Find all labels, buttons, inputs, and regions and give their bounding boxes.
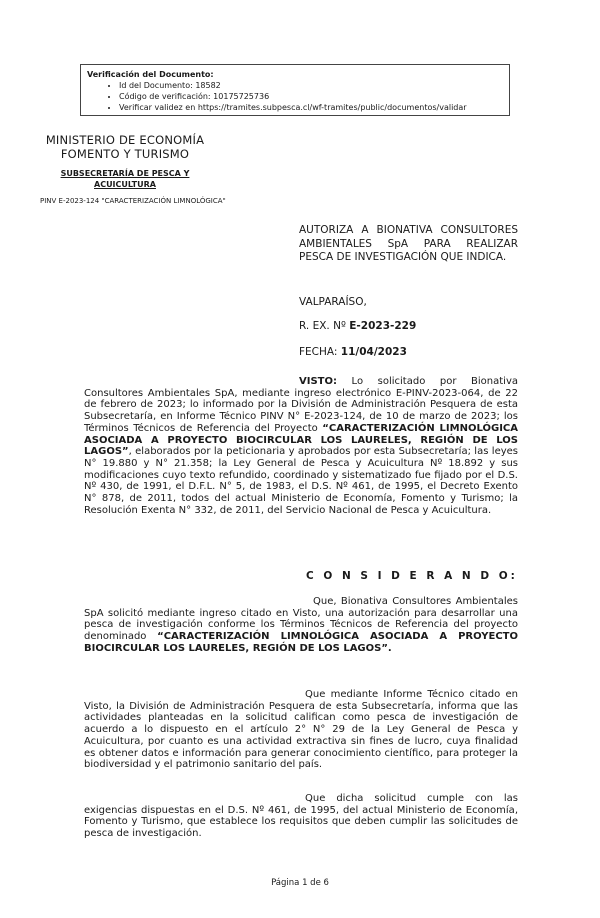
rex-label: R. EX. Nº bbox=[299, 320, 346, 332]
considerando-heading: C O N S I D E R A N D O: bbox=[306, 570, 518, 582]
subsecretaria-name: SUBSECRETARÍA DE PESCA Y ACUICULTURA bbox=[60, 169, 190, 189]
verification-code: • Código de verificación: 10175725736 bbox=[119, 91, 503, 102]
p1-text-b: . bbox=[387, 642, 392, 654]
verification-list bbox=[87, 80, 503, 113]
visto-text-a: Lo solicitado por Bionativa Consultores Ambientales SpA, mediante ingreso electrónico E-PINV-2023-064, de 22 de febrero de 2023; lo informado por la División de Administración Pesquera de esta Subsecretaría, en Informe Técnico PINV N° E-2023-124, de 10 de marzo de 2023; los Términos Técnicos de Referencia del Proyecto bbox=[84, 376, 518, 434]
verification-id: • Id del Documento: 18582 bbox=[119, 80, 503, 91]
verification-url[interactable]: • Verificar validez en https://tramites.subpesca.cl/wf-tramites/public/documentos/validar bbox=[119, 102, 503, 113]
considerando-paragraph-3: Que dicha solicitud cumple con las exigencias dispuestas en el D.S. Nº 461, de 1995, del actual Ministerio de Economía, Fomento y Turismo, que establece los requisitos que deben cumplir las solicitudes de pesca de investigación. bbox=[84, 793, 518, 840]
considerando-paragraph-2: Que mediante Informe Técnico citado en Visto, la División de Administración Pesquera de esta Subsecretaría, informa que las actividades planteadas en la solicitud califican como pesca de investigación de acuerdo a lo dispuesto en el artículo 2° N° 29 de la Ley General de Pesca y Acuicultura, por cuanto es una actividad extractiva sin fines de lucro, cuya finalidad es obtener datos e información para generar conocimiento científico, para proteger la biodiversidad y el patrimonio sanitario del país. bbox=[84, 689, 518, 771]
date-label: FECHA: bbox=[299, 346, 338, 358]
pinv-reference: PINV E-2023-124 "CARACTERIZACIÓN LIMNOLÓGICA" bbox=[40, 197, 226, 205]
place: VALPARAÍSO, bbox=[299, 296, 367, 308]
ministry-line-1: MINISTERIO DE ECONOMÍA bbox=[45, 133, 205, 147]
verification-box bbox=[80, 64, 510, 116]
resolution-date bbox=[299, 346, 407, 359]
resolution-number bbox=[299, 320, 416, 333]
visto-project-title: “CARACTERIZACIÓN LIMNOLÓGICA ASOCIADA A PROYECTO BIOCIRCULAR LOS LAURELES, REGIÓN DE LOS LAGOS” bbox=[84, 422, 518, 458]
page-number: Página 1 de 6 bbox=[271, 878, 329, 888]
considerando-paragraph-1 bbox=[84, 596, 518, 655]
ministry-name bbox=[40, 133, 210, 161]
date-value: 11/04/2023 bbox=[340, 346, 407, 358]
visto-text-b: , elaborados por la peticionaria y aprobados por esta Subsecretaría; las leyes N° 19.880 y N° 21.358; la Ley General de Pesca y Acuicultura Nº 18.892 y sus modificaciones cuyo texto refundido, coordinado y sistematizado fue fijado por el D.S. Nº 430, de 1991, el D.F.L. N° 5, de 1983, el D.S. Nº 461, de 1995, el Decreto Exento N° 878, de 2011, todos del actual Ministerio de Economía, Fomento y Turismo; la Resolución Exenta N° 332, de 2011, del Servicio Nacional de Pesca y Acuicultura. bbox=[84, 446, 518, 516]
ministry-line-2: FOMENTO Y TURISMO bbox=[60, 147, 190, 161]
visto-paragraph bbox=[84, 376, 518, 516]
visto-label: VISTO: bbox=[299, 376, 337, 387]
rex-number: E-2023-229 bbox=[349, 320, 417, 332]
resolution-title: AUTORIZA A BIONATIVA CONSULTORES AMBIENTALES SpA PARA REALIZAR PESCA DE INVESTIGACIÓN QUE INDICA. bbox=[299, 224, 518, 263]
verification-title: Verificación del Documento: bbox=[87, 70, 214, 79]
p1-text-a: Que, Bionativa Consultores Ambientales SpA solicitó mediante ingreso citado en Visto, una autorización para desarrollar una pesca de investigación conforme los Términos Técnicos de Referencia del proyecto denominado bbox=[84, 596, 518, 643]
p1-project-title: “CARACTERIZACIÓN LIMNOLÓGICA ASOCIADA A PROYECTO BIOCIRCULAR LOS LAURELES, REGIÓN DE LOS LAGOS” bbox=[84, 631, 518, 654]
